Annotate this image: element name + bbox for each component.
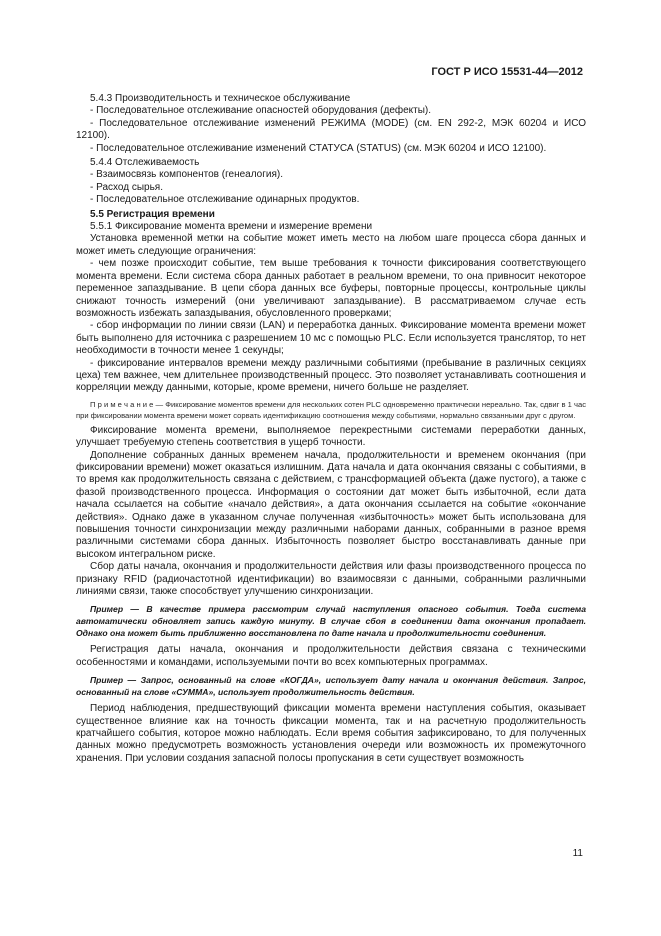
example: Пример — Запрос, основанный на слове «КОГДА», использует дату начала и окончания действия. Запрос, основанный на слове «СУММА», использует продолжительность действия. xyxy=(76,675,586,698)
paragraph: Сбор даты начала, окончания и продолжительности действия или фазы производственного процесса по признаку RFID (радиочастотной идентификации) во взаимосвязи с данными, собранными различными линиями связи, также способствует улучшению синхронизации. xyxy=(76,561,586,598)
paragraph: Регистрация даты начала, окончания и продолжительности действия связана с техническими особенностями и командами, используемыми почти во всех компьютерных программах. xyxy=(76,644,586,668)
note: П р и м е ч а н и е — Фиксирование моментов времени для нескольких сотен PLC одновременно практически нереально. Так, сдвиг в 1 час при фиксировании момента времени может сорвать идентификацию соотношения между событиями, нормально связанными друг с другом. xyxy=(76,399,586,420)
list-item: - Взаимосвязь компонентов (генеалогия). xyxy=(90,169,283,181)
list-item: - Последовательное отслеживание изменений РЕЖИМА (MODE) (см. EN 292-2, МЭК 60204 и ИСО 12100). xyxy=(76,117,586,142)
paragraph: Фиксирование момента времени, выполняемое перекрестными системами переработки данных, улучшает требуемую степень соответствия в ущерб точности. xyxy=(76,424,586,449)
section-5-4-4-heading: 5.4.4 Отслеживаемость xyxy=(90,157,200,169)
section-5-4-3-heading: 5.4.3 Производительность и техническое обслуживание xyxy=(90,93,351,104)
list-item: - Последовательное отслеживание опасностей оборудования (дефекты). xyxy=(90,105,432,117)
section-5-5-1-heading: 5.5.1 Фиксирование момента времени и измерение времени xyxy=(90,221,373,233)
paragraph: Период наблюдения, предшествующий фиксации момента времени наступления события, оказывает существенное влияние как на точность фиксации момента, так и на расчетную продолжительность кратчайшего события, которое можно наблюдать. Если время события зафиксировано, то для полученных данных можно предусмотреть возможность установления очереди или возможность их промежуточного хранения. При условии создания запасной полосы пропускания в сети существует возможность xyxy=(76,703,586,764)
example: Пример — В качестве примера рассмотрим случай наступления опасного события. Тогда система автоматически обновляет запись каждую минуту. В случае сбоя в соединении дата окончания пропадает. Однако она может быть приближенно восстановлена по дате начала и продолжительности соединения. xyxy=(76,604,586,639)
paragraph: Дополнение собранных данных временем начала, продолжительности и временем окончания (при фиксировании времени) может оказаться излишним. Дата начала и дата окончания связаны с событиями, в то время как продолжительность связана с действием, с трансформацией объекта (даже пустого), а также с фазой производственного процесса. Информация о состоянии дат может быть избыточной, если дата начала ссылается на событие «начало действия», а дата окончания ссылается на событие «окончание действия». Однако даже в указанном случае полученная «избыточность» может быть использована для повышения точности синхронизации между различными наборами данных, собранными в разное время различными системами сбора данных. Избыточность позволяет быстро восстанавливать данные при высоком интегральном риске. xyxy=(76,449,586,560)
paragraph: - фиксирование интервалов времени между различными событиями (пребывание в различных секциях цеха) тем важнее, чем длительнее производственный процесс. Это позволяет устанавливать соотношения и корреляции между данными, которые, кроме времени, ничего больше не разделяет. xyxy=(76,357,586,394)
paragraph: - чем позже происходит событие, тем выше требования к точности фиксирования соответствующего момента времени. Если система сбора данных работает в реальном времени, то она привносит некоторое переменное запаздывание. В цепи сбора данных все буферы, повторные процессы, контрольные циклы снижают точность измерений (они увеличивают запаздывание). В рассматриваемом случае есть возможность избежать запаздывания, обусловленного проверками; xyxy=(76,258,586,319)
list-item: - Последовательное отслеживание изменений СТАТУСА (STATUS) (см. МЭК 60204 и ИСО 12100). xyxy=(90,142,547,154)
page-header-standard-number: ГОСТ Р ИСО 15531-44—2012 xyxy=(431,66,583,78)
section-5-5-heading: 5.5 Регистрация времени xyxy=(90,208,215,220)
list-item: - Расход сырья. xyxy=(90,181,164,193)
paragraph: Установка временной метки на событие может иметь место на любом шаге процесса сбора данных и может иметь следующие ограничения: xyxy=(76,233,586,257)
page-content xyxy=(76,93,586,765)
paragraph: - сбор информации по линии связи (LAN) и переработка данных. Фиксирование момента времени может быть выполнено для источника с разрешением 10 мс с помощью PLC. Если используется транслятор, то нет необходимости в точности менее 1 секунды; xyxy=(76,320,586,357)
page-number: 11 xyxy=(572,848,583,859)
list-item: - Последовательное отслеживание одинарных продуктов. xyxy=(90,194,360,206)
